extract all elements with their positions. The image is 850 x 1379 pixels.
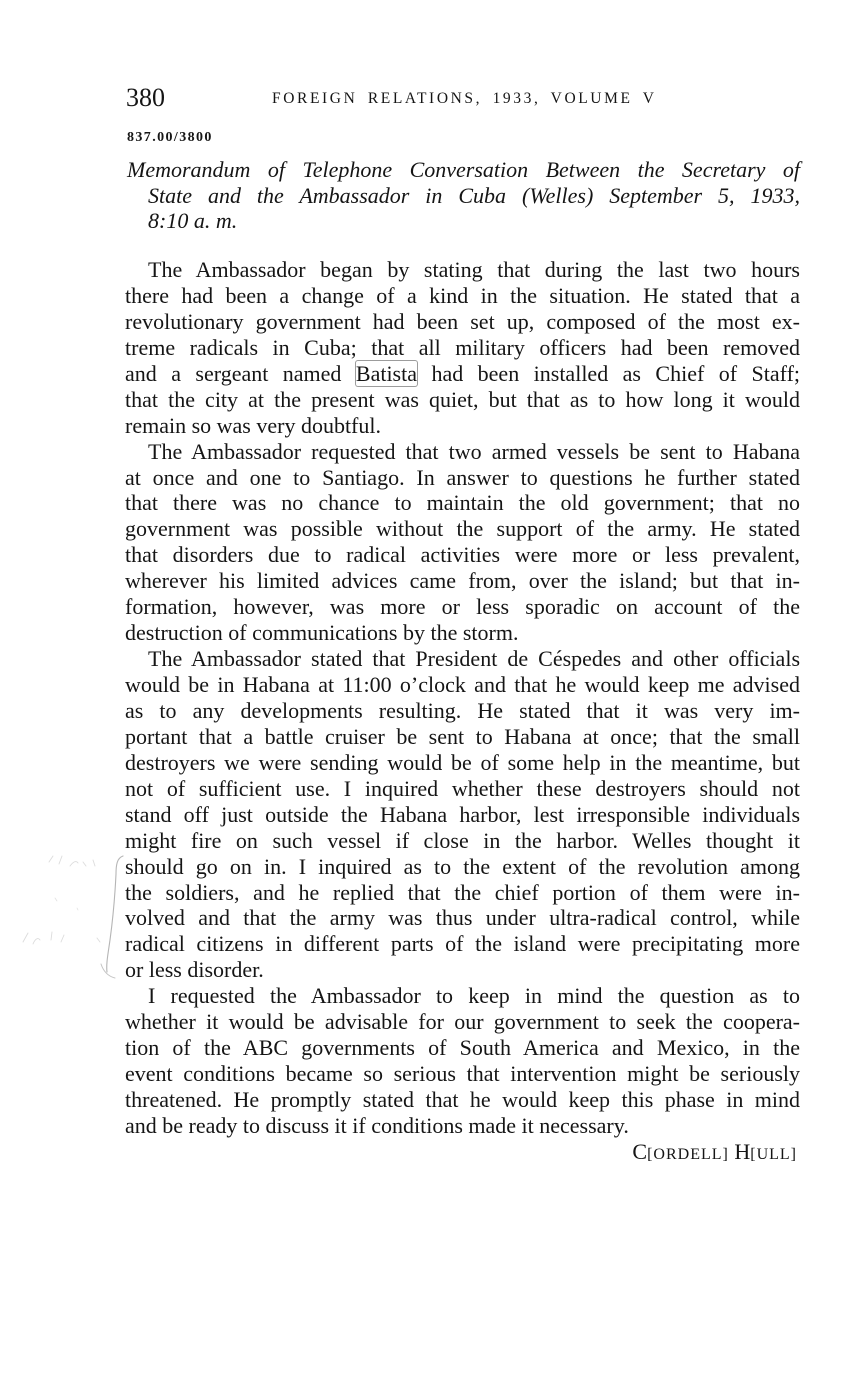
body-line: at once and one to Santiago. In answer to questions he further stated: [125, 464, 800, 490]
body-line-segment: and a sergeant named: [125, 360, 342, 386]
body-line: and be ready to discuss it if conditions made it necessary.: [125, 1112, 629, 1138]
signature-first-initial: C: [632, 1138, 648, 1164]
title-line: 8:10 a. m.: [148, 208, 238, 233]
margin-pencil-bracket: [15, 850, 130, 985]
body-line-segment: had been installed as Chief of Staff;: [431, 360, 801, 386]
body-line: that the city at the present was quiet, but that as to how long it would: [125, 386, 800, 412]
body-line: tion of the ABC governments of South America and Mexico, in the: [125, 1035, 800, 1061]
paragraph-2: [125, 439, 800, 647]
body-line: stand off just outside the Habana harbor, lest irresponsible individuals: [125, 801, 800, 827]
running-head-title: FOREIGN RELATIONS, 1933, VOLUME V: [272, 90, 657, 107]
body-line: would be in Habana at 11:00 o’clock and that he would keep me advised: [125, 672, 800, 697]
body-line: the soldiers, and he replied that the chief portion of them were in-: [125, 879, 800, 905]
body-line: as to any developments resulting. He stated that it was very im-: [125, 697, 800, 723]
file-number: 837.00/3800: [127, 130, 213, 145]
body-line: volved and that the army was thus under ultra-radical control, while: [125, 905, 800, 931]
document-title: [127, 157, 800, 234]
paragraph-1: [125, 257, 800, 439]
body-line: might fire on such vessel if close in the harbor. Welles thought it: [125, 827, 800, 853]
signature-last-initial: H: [734, 1138, 751, 1164]
body-line: event conditions became so serious that intervention might be seriously: [125, 1061, 800, 1087]
body-line: that there was no chance to maintain the old government; that no: [125, 490, 800, 516]
body-line: portant that a battle cruiser be sent to Habana at once; that the small: [125, 723, 800, 749]
paragraph-4: [125, 983, 800, 1139]
body-line: not of sufficient use. I inquired whether these destroyers should not: [125, 775, 800, 801]
body-line: treme radicals in Cuba; that all military officers had been removed: [125, 334, 800, 360]
body-line: whether it would be advisable for our government to seek the coopera-: [125, 1009, 800, 1035]
page-number: 380: [126, 83, 165, 112]
body-line: wherever his limited advices came from, over the island; but that in-: [125, 568, 800, 594]
body-line: there had been a change of a kind in the situation. He stated that a: [125, 282, 800, 308]
body-line: should go on in. I inquired as to the extent of the revolution among: [125, 853, 800, 879]
body-line: [125, 361, 800, 387]
body-line: destruction of communications by the storm.: [125, 620, 519, 646]
body-line: destroyers we were sending would be of some help in the meantime, but: [125, 749, 800, 775]
body-line: radical citizens in different parts of the island were precipitating more: [125, 931, 800, 957]
paragraph-3: [125, 646, 800, 983]
title-line: Memorandum of Telephone Conversation Between the Secretary of: [127, 157, 800, 182]
body-line: or less disorder.: [125, 957, 264, 983]
body-line: threatened. He promptly stated that he would keep this phase in mind: [125, 1087, 800, 1112]
body-line: government was possible without the support of the army. He stated: [125, 516, 800, 542]
body-line: The Ambassador stated that President de Céspedes and other officials: [148, 646, 800, 672]
title-line: State and the Ambassador in Cuba (Welles) September 5, 1933,: [148, 182, 800, 208]
signature-first-rest: [ORDELL]: [647, 1145, 729, 1163]
memorandum-body: [125, 257, 800, 1168]
body-line: I requested the Ambassador to keep in mind the question as to: [148, 983, 800, 1009]
signature-last-rest: [ULL]: [750, 1145, 797, 1163]
body-line: The Ambassador began by stating that during the last two hours: [148, 257, 800, 282]
body-line: revolutionary government had been set up, composed of the most ex-: [125, 308, 800, 334]
body-line: that disorders due to radical activities were more or less prevalent,: [125, 542, 800, 568]
body-line: The Ambassador requested that two armed vessels be sent to Habana: [148, 438, 800, 464]
signature: [125, 1139, 800, 1168]
body-line: formation, however, was more or less sporadic on account of the: [125, 594, 800, 620]
body-line: remain so was very doubtful.: [125, 412, 381, 438]
pencil-marked-name: Batista: [355, 360, 417, 386]
